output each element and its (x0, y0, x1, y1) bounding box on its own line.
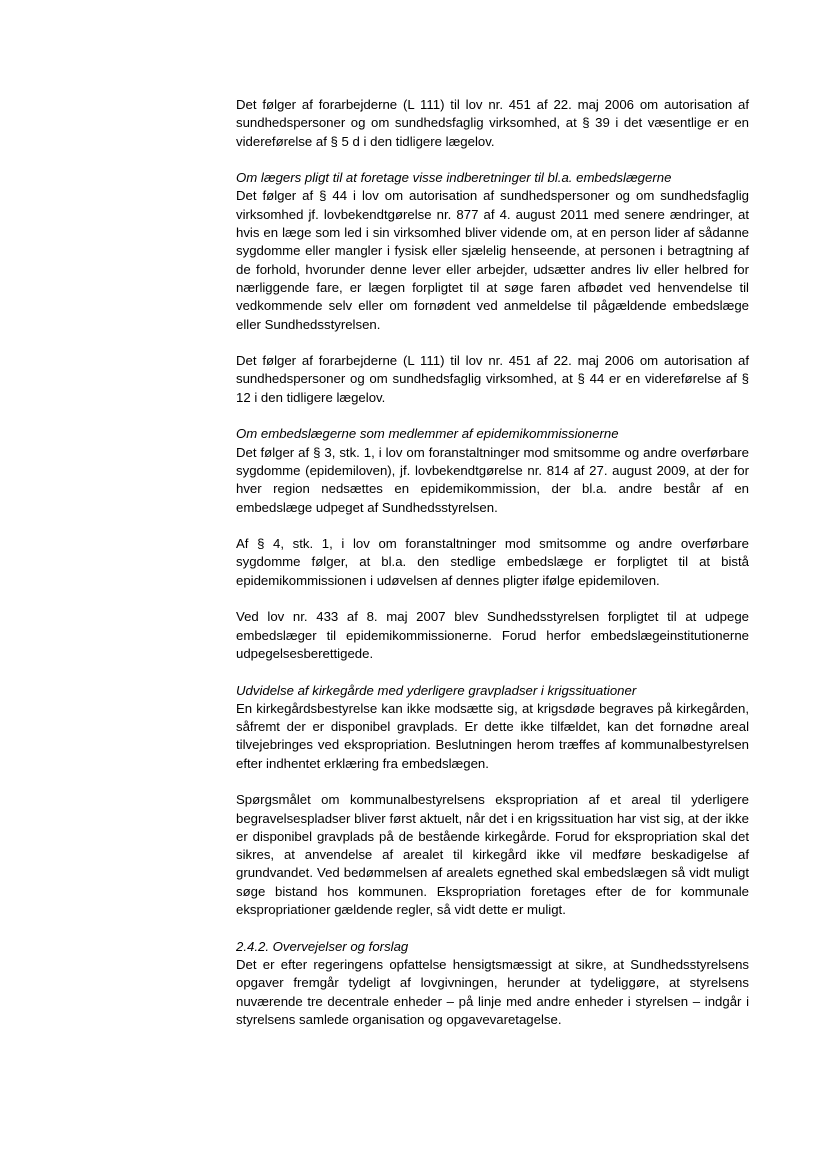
paragraph-text: Det følger af § 44 i lov om autorisation af sundhedspersoner og om sundhedsfaglig virksomhed jf. lovbekendtgørelse nr. 877 af 4. august 2011 med senere ændringer, at hvis en læge som led i sin virksomhed bliver vidende om, at en person lider af sådanne sygdomme eller mangler i fysisk eller sjælelig henseende, at personen i betragtning af de forhold, hvorunder denne lever eller arbejder, udsætter andres liv eller helbred for nærliggende fare, er lægen forpligtet til at søge faren afbødet ved henvendelse til vedkommende selv eller om fornødent ved anmeldelse til pågældende embedslæge eller Sundhedsstyrelsen. (236, 188, 749, 332)
paragraph-block-8 (236, 791, 749, 919)
paragraph-text: En kirkegårdsbestyrelse kan ikke modsætte sig, at krigsdøde begraves på kirkegården, såfremt der er disponibel gravplads. Er dette ikke tilfældet, kan det fornødne areal tilvejebringes ved ekspropriation. Beslutningen herom træffes af kommunalbestyrelsen efter indhentet erklæring fra embedslægen. (236, 700, 749, 771)
section-heading: 2.4.2. Overvejelser og forslag (236, 938, 409, 954)
paragraph-text: Det følger af § 3, stk. 1, i lov om foranstaltninger mod smitsomme og andre overførbare sygdomme (epidemiloven), jf. lovbekendtgørelse nr. 814 af 27. august 2009, at der for hver region nedsættes en epidemikommission, der bl.a. andre består af en embedslæge udpeget af Sundhedsstyrelsen. (236, 444, 749, 515)
paragraph-text: Af § 4, stk. 1, i lov om foranstaltninger mod smitsomme og andre overførbare sygdomme følger, at bl.a. den stedlige embedslæge er forpligtet til at bistå epidemikommissionen i udøvelsen af dennes pligter ifølge epidemiloven. (236, 536, 749, 588)
paragraph-block-3 (236, 352, 749, 407)
paragraph-block-2 (236, 169, 749, 334)
section-heading: Udvidelse af kirkegårde med yderligere gravpladser i krigssituationer (236, 682, 637, 698)
paragraph-text: Det følger af forarbejderne (L 111) til lov nr. 451 af 22. maj 2006 om autorisation af sundhedspersoner og om sundhedsfaglig virksomhed, at § 39 i det væsentlige er en videreførelse af § 5 d i den tidligere lægelov. (236, 97, 749, 149)
paragraph-text: Ved lov nr. 433 af 8. maj 2007 blev Sundhedsstyrelsen forpligtet til at udpege embedslæger til epidemikommissionerne. Forud herfor embedslægeinstitutionerne udpegelsesberettigede. (236, 609, 749, 661)
paragraph-block-5 (236, 535, 749, 590)
paragraph-block-4 (236, 425, 749, 516)
section-heading: Om embedslægerne som medlemmer af epidemikommissionerne (236, 426, 619, 442)
paragraph-block-7 (236, 682, 749, 773)
paragraph-block-1 (236, 96, 749, 151)
paragraph-text: Det er efter regeringens opfattelse hensigtsmæssigt at sikre, at Sundhedsstyrelsens opgaver fremgår tydeligt af lovgivningen, herunder at tydeliggøre, at styrelsens nuværende tre decentrale enheder – på linje med andre enheder i styrelsen – indgår i styrelsens samlede organisation og opgavevaretagelse. (236, 956, 749, 1027)
paragraph-text: Det følger af forarbejderne (L 111) til lov nr. 451 af 22. maj 2006 om autorisation af sundhedspersoner og om sundhedsfaglig virksomhed, at § 44 er en videreførelse af § 12 i den tidligere lægelov. (236, 353, 749, 405)
document-page (236, 96, 749, 1047)
section-heading: Om lægers pligt til at foretage visse indberetninger til bl.a. embedslægerne (236, 170, 672, 186)
paragraph-block-6 (236, 608, 749, 663)
paragraph-block-9 (236, 938, 749, 1029)
paragraph-text: Spørgsmålet om kommunalbestyrelsens ekspropriation af et areal til yderligere begravelsespladser bliver først aktuelt, når det i en krigssituation har vist sig, at der ikke er disponibel gravplads på de bestående kirkegårde. Forud for ekspropriation skal det sikres, at anvendelse af arealet til kirkegård ikke vil medføre beskadigelse af grundvandet. Ved bedømmelsen af arealets egnethed skal embedslægen så vidt muligt søge bistand hos kommunen. Ekspropriation foretages efter de for kommunale ekspropriationer gældende regler, så vidt dette er muligt. (236, 792, 749, 918)
